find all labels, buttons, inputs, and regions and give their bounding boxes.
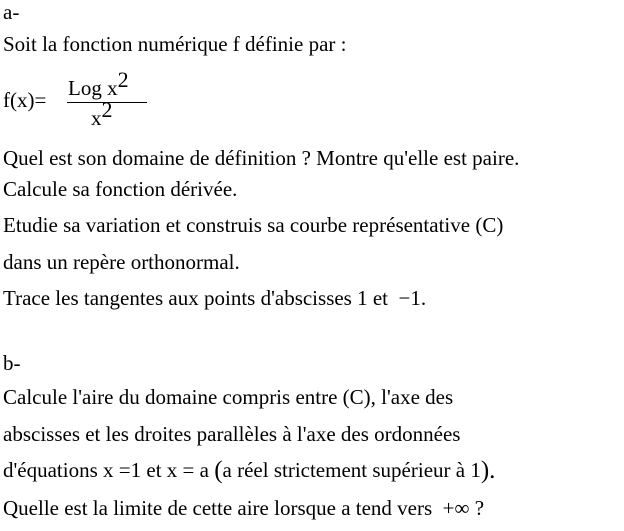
part-b-line4 [3, 496, 484, 520]
tangent-negative-abscissa: −1. [398, 286, 427, 310]
denominator-base: x [91, 106, 102, 130]
numerator-exponent: 2 [117, 67, 129, 92]
equations-and: et [146, 458, 162, 482]
paren-close: ). [480, 457, 496, 484]
denominator-exponent: 2 [101, 97, 113, 122]
equations-prefix: d'équations [3, 458, 98, 482]
function-formula [3, 68, 203, 140]
question-domain-parity: Quel est son domaine de définition ? Montre qu'elle est paire. [3, 146, 520, 170]
equation-x-equals-a: x = a [166, 458, 209, 482]
part-b-line3 [3, 458, 495, 483]
part-a-label: a- [3, 0, 20, 24]
limit-question-text: Quelle est la limite de cette aire lorsque a tend vers [3, 496, 433, 520]
formula-denominator [91, 97, 113, 131]
formula-numerator [68, 67, 129, 101]
part-b-line1: Calcule l'aire du domaine compris entre (C), l'axe des [3, 385, 454, 409]
numerator-base: Log x [68, 76, 118, 100]
question-variation-line2: dans un repère orthonormal. [3, 250, 240, 274]
tangents-text: Trace les tangentes aux points d'abscisses 1 et [3, 286, 389, 310]
condition-text: a réel strictement supérieur à 1 [222, 458, 481, 482]
equation-x-equals-1: x =1 [103, 458, 142, 482]
plus-infinity: +∞ [442, 496, 470, 520]
part-b-label: b- [3, 351, 21, 375]
question-derivative: Calcule sa fonction dérivée. [3, 177, 238, 201]
question-variation-line1: Etudie sa variation et construis sa courbe représentative (C) [3, 213, 504, 237]
formula-lhs: f(x)= [3, 88, 47, 112]
part-a-intro: Soit la fonction numérique f définie par : [3, 32, 347, 56]
limit-question-mark: ? [474, 496, 485, 520]
part-b-line2: abscisses et les droites parallèles à l'axe des ordonnées [3, 422, 461, 446]
paren-open: ( [214, 457, 223, 484]
question-tangents [3, 286, 426, 310]
